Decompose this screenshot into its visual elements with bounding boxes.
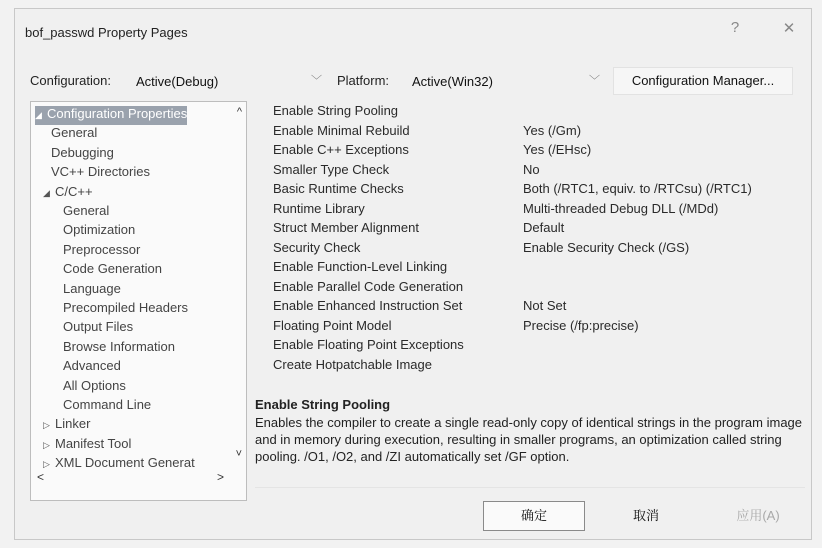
- tree-item-label: Debugging: [51, 144, 114, 160]
- property-name: Smaller Type Check: [273, 161, 390, 177]
- property-name: Basic Runtime Checks: [273, 181, 404, 196]
- chevron-down-icon: ﹀: [589, 75, 600, 87]
- scroll-right-icon[interactable]: >: [217, 470, 225, 484]
- tree-item-label: Precompiled Headers: [63, 300, 189, 315]
- tree-item-label: C/C++: [55, 183, 93, 199]
- tree-item[interactable]: [43, 416, 90, 435]
- chevron-down-icon: ﹀: [311, 75, 322, 87]
- property-value[interactable]: Default: [523, 220, 565, 235]
- tree-item[interactable]: [51, 164, 150, 183]
- property-name: Enable Function-Level Linking: [273, 259, 448, 274]
- tree-item[interactable]: [63, 319, 133, 338]
- tree-item[interactable]: [63, 281, 121, 300]
- platform-label: Platform:: [337, 73, 390, 88]
- cancel-button[interactable]: 取消: [632, 508, 659, 523]
- property-row[interactable]: [252, 140, 809, 159]
- tree-item-label: Manifest Tool: [55, 435, 132, 451]
- dialog-title: bof_passwd Property Pages: [25, 25, 188, 40]
- expand-arrow-icon[interactable]: ▷: [43, 459, 50, 470]
- configuration-dropdown[interactable]: [129, 67, 329, 95]
- tree-item[interactable]: [63, 397, 151, 416]
- property-value[interactable]: Multi-threaded Debug DLL (/MDd): [523, 200, 719, 216]
- description-title: Enable String Pooling: [255, 397, 391, 412]
- property-row[interactable]: [252, 179, 809, 198]
- property-row[interactable]: [252, 218, 809, 237]
- scroll-up-icon[interactable]: ^: [236, 106, 242, 118]
- tree-item[interactable]: [51, 145, 114, 164]
- property-row[interactable]: [252, 316, 809, 335]
- expand-arrow-icon[interactable]: ▷: [43, 439, 50, 450]
- property-row[interactable]: [252, 257, 809, 276]
- property-row[interactable]: [252, 296, 809, 315]
- configuration-label: Configuration:: [30, 73, 111, 88]
- divider: [255, 487, 805, 488]
- property-name: Floating Point Model: [273, 317, 392, 333]
- property-name: Create Hotpatchable Image: [273, 356, 432, 372]
- tree-item[interactable]: [63, 378, 126, 397]
- property-value[interactable]: Precise (/fp:precise): [523, 317, 639, 333]
- tree-item[interactable]: [63, 242, 140, 261]
- collapse-arrow-icon[interactable]: ◢: [35, 110, 42, 120]
- tree-item-label: Optimization: [63, 222, 136, 238]
- tree-item[interactable]: [35, 106, 187, 125]
- tree-item-label: Code Generation: [63, 261, 163, 277]
- scroll-down-icon[interactable]: ˅: [235, 448, 242, 460]
- tree-item-label: Browse Information: [63, 338, 175, 354]
- tree-item-label: XML Document Generat: [55, 455, 195, 471]
- property-row[interactable]: [252, 101, 809, 120]
- tree-item[interactable]: [63, 203, 109, 222]
- property-value[interactable]: Not Set: [523, 298, 567, 313]
- property-name: Struct Member Alignment: [273, 220, 419, 235]
- property-value[interactable]: No: [523, 161, 540, 177]
- tree-item[interactable]: [43, 436, 131, 455]
- description-panel: [255, 397, 803, 487]
- property-row[interactable]: [252, 121, 809, 140]
- tree-item[interactable]: [63, 222, 135, 241]
- property-row[interactable]: [252, 277, 809, 296]
- tree-item[interactable]: [63, 300, 188, 319]
- property-pages-dialog: [14, 8, 812, 540]
- property-row[interactable]: [252, 199, 809, 218]
- tree-item-label: General: [51, 125, 98, 141]
- collapse-arrow-icon[interactable]: ◢: [43, 187, 50, 198]
- tree-item-label: Language: [63, 280, 121, 296]
- property-row[interactable]: [252, 160, 809, 179]
- tree-item-label: Command Line: [63, 397, 152, 412]
- configuration-value: Active(Debug): [136, 74, 219, 89]
- platform-value: Active(Win32): [412, 74, 493, 89]
- property-row[interactable]: [252, 238, 809, 257]
- property-value[interactable]: Both (/RTC1, equiv. to /RTCsu) (/RTC1): [523, 181, 752, 196]
- ok-button[interactable]: 确定: [483, 501, 585, 531]
- tree-item-label: VC++ Directories: [51, 164, 150, 180]
- help-icon[interactable]: ?: [730, 19, 740, 36]
- property-name: Enable Minimal Rebuild: [273, 122, 410, 138]
- property-name: Runtime Library: [273, 200, 365, 216]
- tree-item[interactable]: [43, 455, 195, 474]
- property-tree[interactable]: [30, 101, 247, 501]
- property-row[interactable]: [252, 355, 809, 374]
- tree-item-label: General: [63, 203, 110, 218]
- scroll-left-icon[interactable]: <: [37, 470, 45, 484]
- tree-item[interactable]: [51, 125, 97, 144]
- property-name: Enable Parallel Code Generation: [273, 278, 464, 294]
- property-row[interactable]: [252, 335, 809, 354]
- property-grid: [252, 101, 809, 401]
- tree-item[interactable]: [43, 184, 93, 203]
- property-name: Enable String Pooling: [273, 103, 399, 118]
- tree-item-label: Output Files: [63, 319, 134, 335]
- property-name: Security Check: [273, 239, 361, 255]
- expand-arrow-icon[interactable]: ▷: [43, 420, 50, 431]
- tree-item-label: Advanced: [63, 358, 121, 374]
- property-name: Enable C++ Exceptions: [273, 142, 409, 157]
- property-value[interactable]: Yes (/Gm): [523, 122, 582, 138]
- tree-item-label: Preprocessor: [63, 241, 141, 257]
- tree-item-label: All Options: [63, 377, 126, 393]
- tree-item[interactable]: [63, 358, 121, 377]
- property-name: Enable Floating Point Exceptions: [273, 337, 464, 352]
- property-value[interactable]: Enable Security Check (/GS): [523, 239, 690, 255]
- configuration-manager-button[interactable]: Configuration Manager...: [613, 67, 793, 95]
- tree-item[interactable]: [63, 261, 162, 280]
- platform-dropdown[interactable]: [405, 67, 607, 95]
- tree-item-label: Linker: [55, 416, 91, 432]
- close-icon[interactable]: ✕: [782, 20, 796, 37]
- property-name: Enable Enhanced Instruction Set: [273, 298, 463, 313]
- description-text: Enables the compiler to create a single read-only copy of identical strings in the program image and in memory during execution, resulting in smaller programs, an optimization called string pooling. /O1, /O2, and /ZI automatically set /GF option.: [255, 415, 803, 464]
- tree-item-label: Configuration Properties: [47, 106, 188, 121]
- property-value[interactable]: Yes (/EHsc): [523, 142, 592, 157]
- apply-button[interactable]: 应用(A): [736, 508, 780, 523]
- tree-item[interactable]: [63, 339, 175, 358]
- configuration-row: [15, 67, 811, 95]
